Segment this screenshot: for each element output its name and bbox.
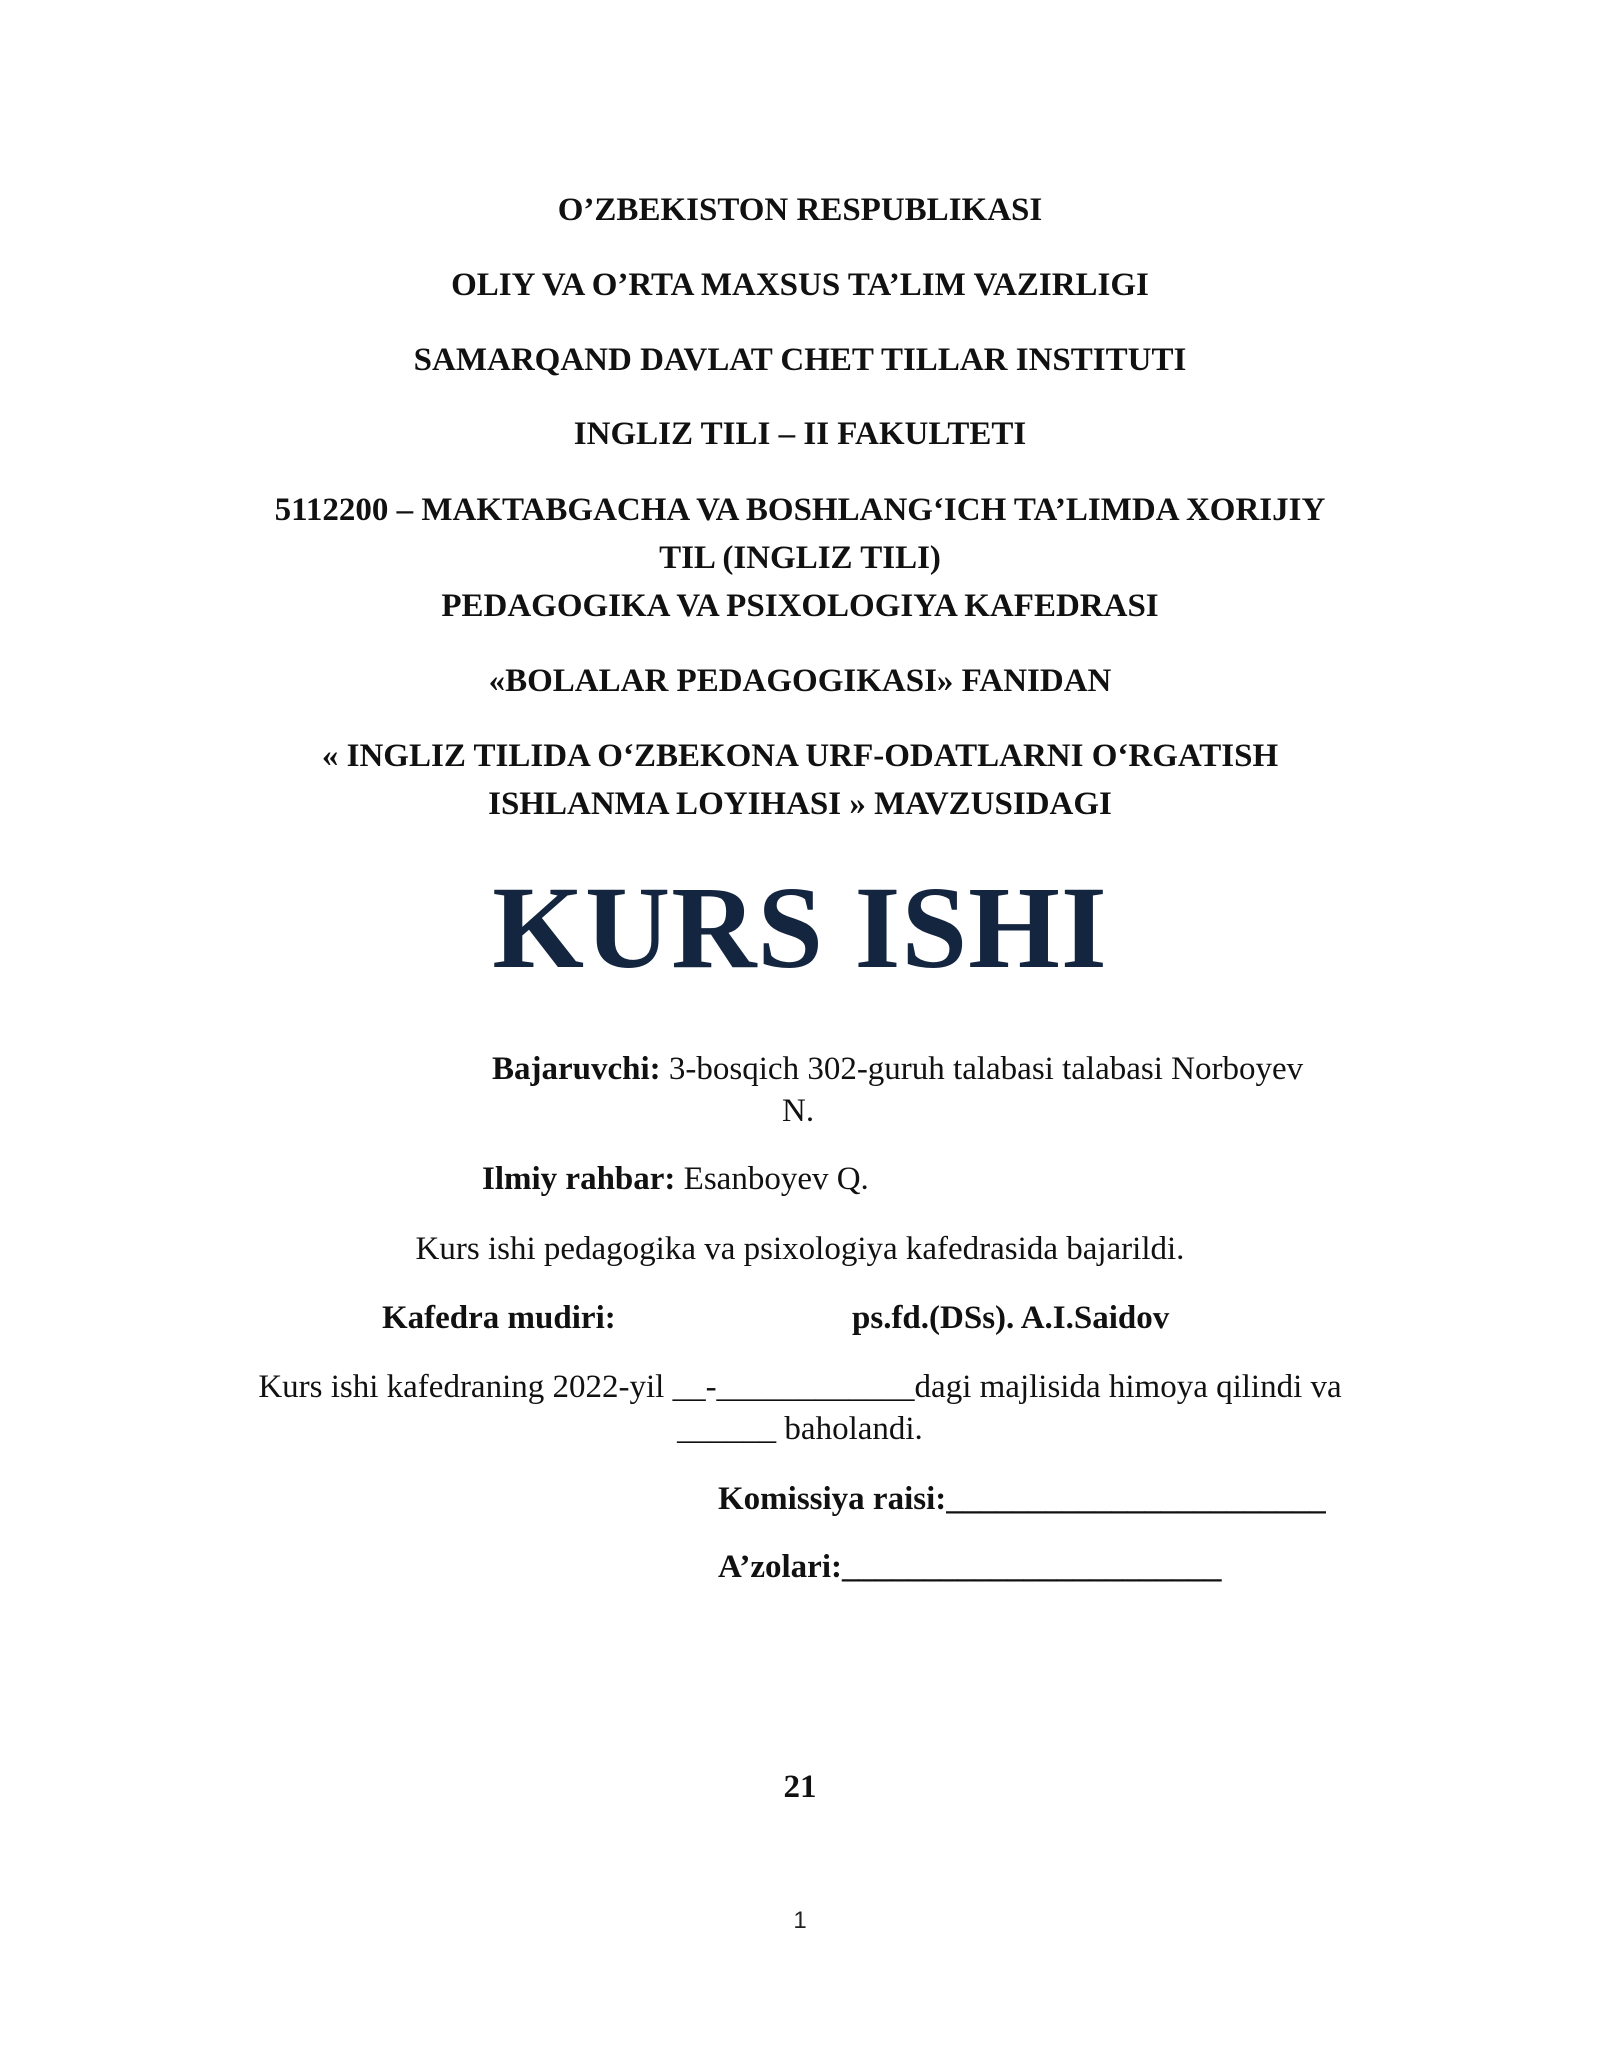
year-short: 21 [783,1769,817,1805]
completed-note: Kurs ishi pedagogika va psixologiya kafedrasida bajarildi. [415,1231,1185,1267]
executor-value-continued: N. [782,1093,815,1129]
subject-heading: «BOLALAR PEDAGOGIKASI» FANIDAN [488,663,1112,699]
ministry-heading: OLIY VA O’RTA MAXSUS TA’LIM VAZIRLIGI [451,267,1149,303]
advisor-line [482,1158,869,1200]
topic-heading-line1: « INGLIZ TILIDA O‘ZBEKONA URF-ODATLARNI O‘RGATISH [321,738,1279,774]
advisor-value: Esanboyev Q. [675,1161,869,1197]
document-title: KURS ISHI [492,862,1108,993]
advisor-label: Ilmiy rahbar: [482,1161,676,1197]
executor-line [492,1048,1303,1090]
department-heading: PEDAGOGIKA VA PSIXOLOGIYA KAFEDRASI [441,588,1159,624]
page-number: 1 [793,1907,807,1934]
country-heading: O’ZBEKISTON RESPUBLIKASI [557,192,1043,228]
specialty-heading-line2: TIL (INGLIZ TILI) [659,540,941,576]
specialty-heading-line1: 5112200 – MAKTABGACHA VA BOSHLANG‘ICH TA’LIMDA XORIJIY [274,492,1326,528]
commission-chair-line: Komissiya raisi:_______________________ [718,1481,1326,1517]
defense-note-line1: Kurs ishi kafedraning 2022-yil __-____________dagi majlisida himoya qilindi va [258,1369,1342,1405]
executor-value: 3-bosqich 302-guruh talabasi talabasi Norboyev [660,1051,1304,1087]
topic-heading-line2: ISHLANMA LOYIHASI » MAVZUSIDAGI [488,786,1112,822]
faculty-heading: INGLIZ TILI – II FAKULTETI [573,416,1027,452]
institute-heading: SAMARQAND DAVLAT CHET TILLAR INSTITUTI [413,342,1187,378]
head-of-department-label: Kafedra mudiri: [382,1300,616,1336]
head-of-department-value: ps.fd.(DSs). A.I.Saidov [852,1300,1170,1336]
defense-note-line2: ______ baholandi. [677,1411,923,1447]
executor-label: Bajaruvchi: [492,1051,661,1087]
commission-members-line: A’zolari:_______________________ [718,1549,1222,1585]
